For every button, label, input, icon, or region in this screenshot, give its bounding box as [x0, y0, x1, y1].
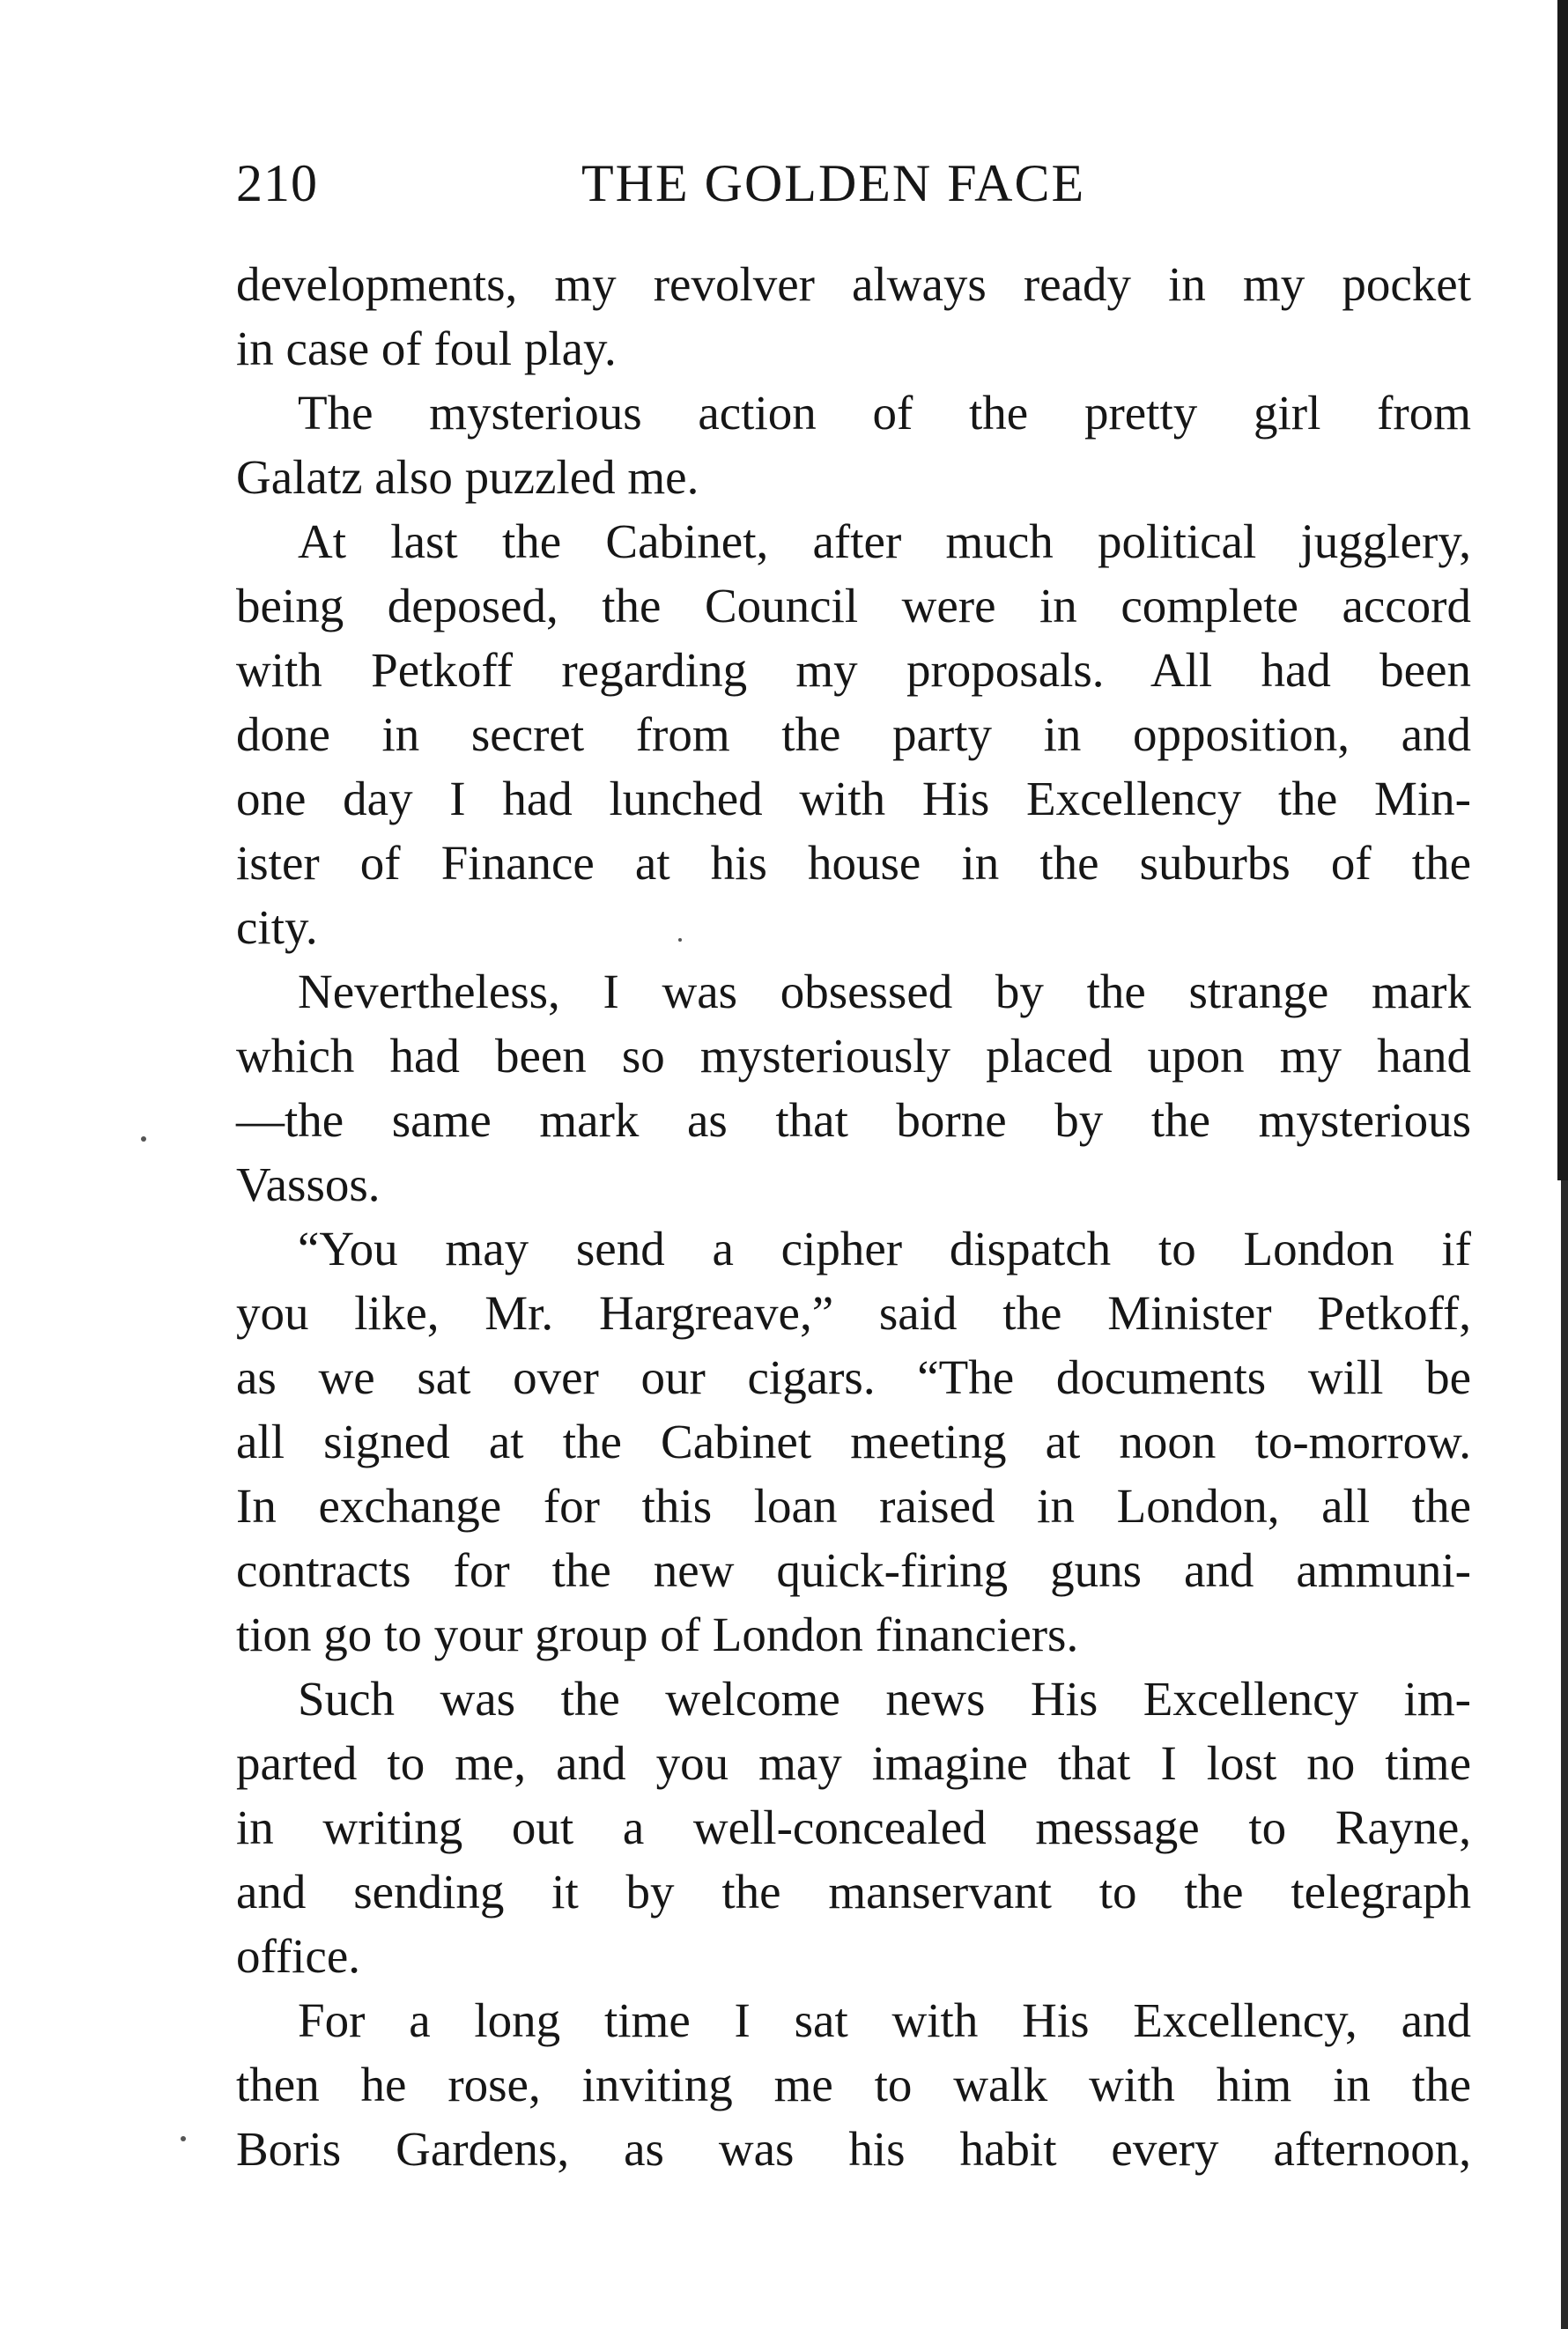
- running-header: [236, 148, 1471, 218]
- page-number: 210: [236, 154, 318, 212]
- text-line: in writing out a well-concealed message to Rayne,: [236, 1800, 1471, 1854]
- text-line: in case of foul play.: [236, 322, 617, 375]
- text-line: which had been so mysteriously placed upon my hand: [236, 1029, 1471, 1083]
- running-title: THE GOLDEN FACE: [581, 154, 1086, 212]
- paragraph: [236, 1667, 1471, 1988]
- paragraph: [236, 1988, 1471, 2181]
- paragraph: [236, 959, 1471, 1216]
- text-line: and sending it by the manservant to the telegraph: [236, 1865, 1471, 1919]
- text-line: city.: [236, 900, 318, 954]
- text-line: done in secret from the party in opposition, and: [236, 707, 1471, 761]
- text-line: Galatz also puzzled me.: [236, 450, 699, 504]
- text-line: then he rose, inviting me to walk with him in the: [236, 2058, 1471, 2111]
- text-line: tion go to your group of London financiers.: [236, 1608, 1079, 1661]
- text-line: For a long time I sat with His Excellency, and: [298, 1993, 1471, 2047]
- page-edge-shadow: [1557, 0, 1568, 1180]
- text-line: In exchange for this loan raised in London, all the: [236, 1479, 1471, 1533]
- text-line: you like, Mr. Hargreave,” said the Minister Petkoff,: [236, 1286, 1471, 1340]
- print-speck: [141, 1136, 146, 1142]
- text-line: with Petkoff regarding my proposals. All had been: [236, 643, 1471, 697]
- paragraph: [236, 381, 1471, 509]
- print-speck: [678, 938, 682, 942]
- text-line: Vassos.: [236, 1157, 381, 1211]
- paragraph: [236, 1216, 1471, 1667]
- text-line: being deposed, the Council were in complete accord: [236, 579, 1471, 632]
- text-line: office.: [236, 1929, 360, 1983]
- text-line: Boris Gardens, as was his habit every afternoon,: [236, 2122, 1471, 2176]
- page-edge-shadow-lower: [1561, 1180, 1568, 2329]
- text-line: Nevertheless, I was obsessed by the strange mark: [298, 965, 1471, 1018]
- text-line: parted to me, and you may imagine that I lost no time: [236, 1736, 1471, 1790]
- text-line: as we sat over our cigars. “The documents will be: [236, 1350, 1471, 1404]
- paragraph: [236, 509, 1471, 959]
- text-line: The mysterious action of the pretty girl from: [298, 386, 1471, 440]
- text-line: “You may send a cipher dispatch to London if: [298, 1222, 1471, 1275]
- text-line: contracts for the new quick-firing guns and ammuni-: [236, 1543, 1471, 1597]
- body-text: [236, 252, 1471, 2181]
- text-line: all signed at the Cabinet meeting at noon to-morrow.: [236, 1415, 1471, 1468]
- paragraph: [236, 252, 1471, 381]
- text-line: one day I had lunched with His Excellency the Min-: [236, 772, 1471, 825]
- print-speck: [181, 2136, 186, 2141]
- text-line: ister of Finance at his house in the suburbs of the: [236, 836, 1471, 890]
- text-line: Such was the welcome news His Excellency im-: [298, 1672, 1471, 1726]
- text-line: developments, my revolver always ready in my pocket: [236, 257, 1471, 311]
- text-line: —the same mark as that borne by the mysterious: [236, 1093, 1471, 1147]
- text-line: At last the Cabinet, after much political jugglery,: [298, 514, 1471, 568]
